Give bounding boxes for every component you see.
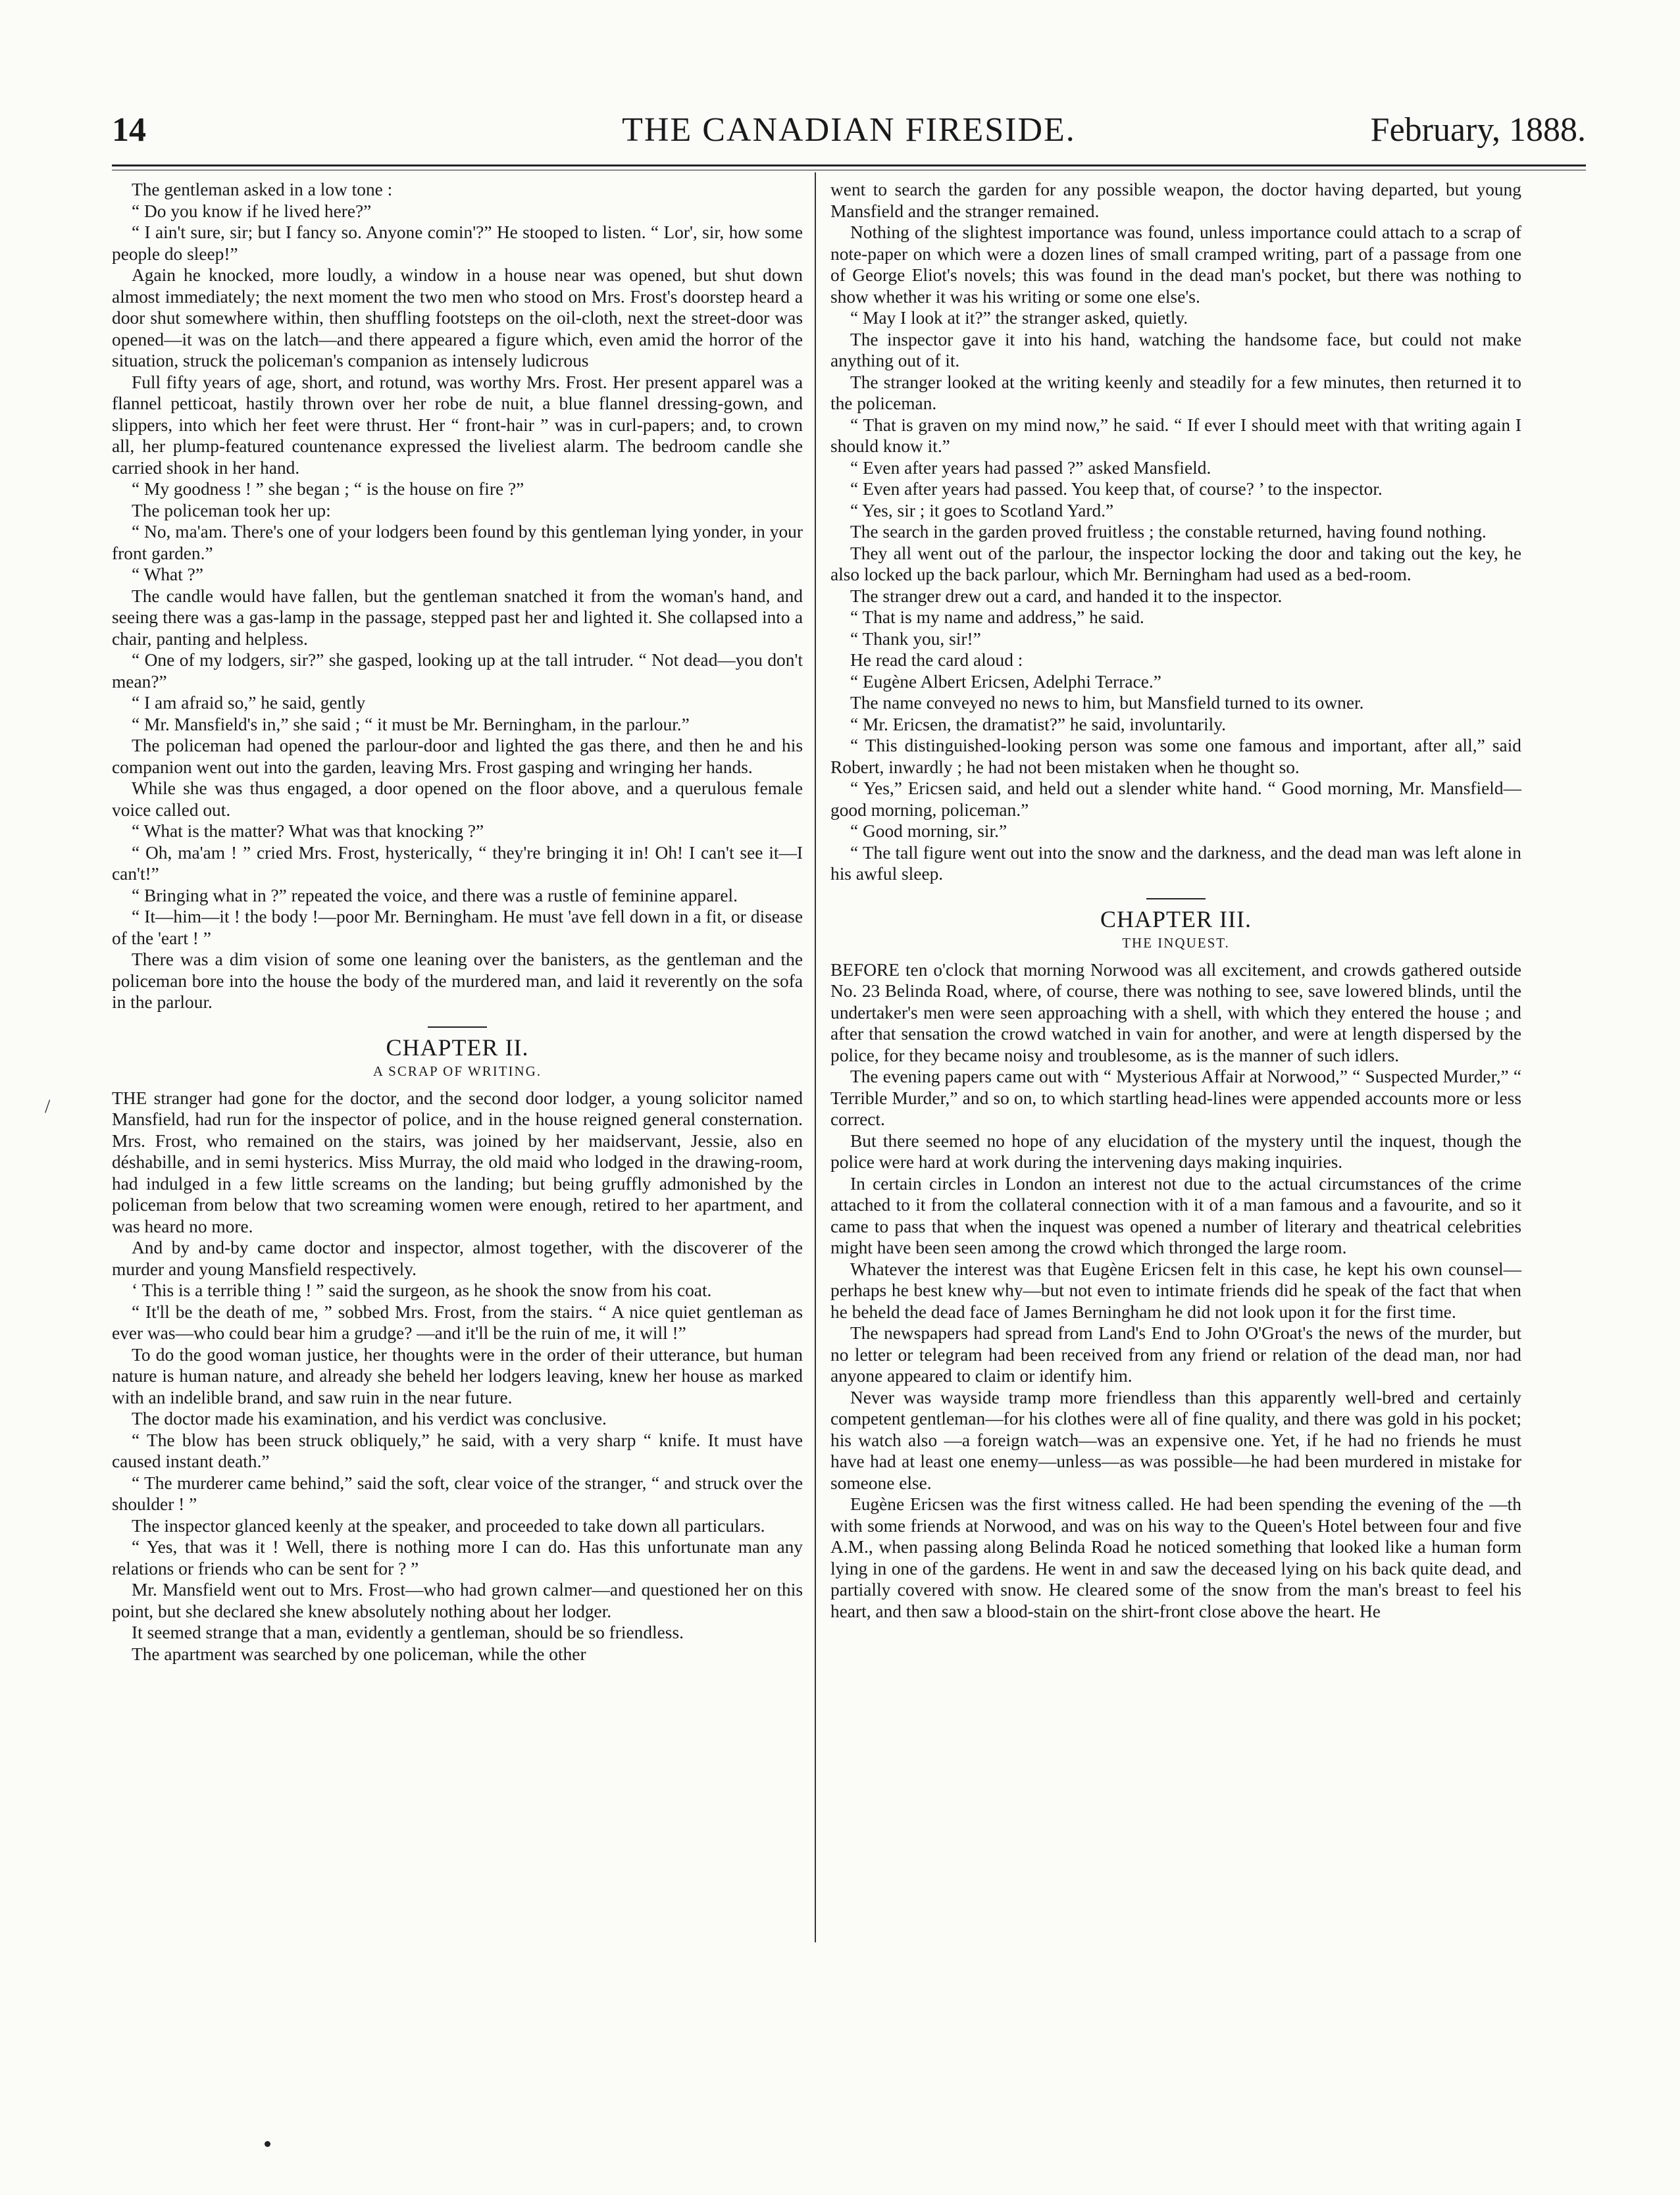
issue-date: February, 1888. — [1370, 111, 1586, 149]
paragraph: The gentleman asked in a low tone : — [132, 180, 393, 199]
paragraph: “ I ain't sure, sir; but I fancy so. Anyone comin'?” He stooped to listen. “ Lor', sir, how some people do sleep!” — [112, 222, 803, 264]
paragraph: “ Good morning, sir.” — [850, 821, 1007, 841]
paragraph: They all went out of the parlour, the inspector locking the door and taking out the key, he also locked up the back parlour, which Mr. Berningham had used as a bed-room. — [830, 543, 1521, 584]
paragraph: The stranger looked at the writing keenly and steadily for a few minutes, then returned it to the policeman. — [830, 372, 1521, 413]
paragraph: “ The tall figure went out into the snow and the darkness, and the dead man was left alone in his awful sleep. — [830, 842, 1521, 884]
paragraph: Again he knocked, more loudly, a window in a house near was opened, but shut down almost immediately; the next moment the two men who stood on Mrs. Frost's doorstep heard a door shut somewhere within, then shuffling footsteps on the oil-cloth, next the street-door was opened—it was on the latch—and there appeared a figure which, even amid the horror of the situation, struck the policeman's companion as intensely ludicrous — [112, 265, 803, 370]
paragraph: Eugène Ericsen was the first witness called. He had been spending the evening of the —th with some friends at Norwood, and was on his way to the Queen's Hotel between four and five A.M., when passing along Belinda Road he noticed something that looked like a human form lying in one of the gardens. He went in and saw the deceased lying on his back quite dead, and partially covered with snow. He cleared some of the snow from the man's breast to feel his heart, and then saw a blood-stain on the shirt-front close above the heart. He — [830, 1494, 1521, 1621]
margin-mark: / — [45, 1096, 51, 1117]
paragraph: “ That is graven on my mind now,” he said. “ If ever I should meet with that writing again I should know it.” — [830, 415, 1521, 456]
paragraph: It seemed strange that a man, evidently a gentleman, should be so friendless. — [132, 1623, 684, 1642]
paragraph: “ That is my name and address,” he said. — [850, 607, 1144, 627]
paragraph: In certain circles in London an interest not due to the actual circumstances of the crime attached to it from the collateral connection with it of a man famous and a favourite, and so it came to pass that when the inquest was opened a number of literary and theatrical celebrities might have been seen among the crowd which thronged the large room. — [830, 1173, 1521, 1257]
paragraph: He read the card aloud : — [850, 650, 1023, 670]
paragraph: The search in the garden proved fruitless ; the constable returned, having found nothing. — [850, 522, 1487, 542]
paragraph: The inspector glanced keenly at the speaker, and proceeded to take down all particulars. — [132, 1515, 765, 1536]
paragraph: The name conveyed no news to him, but Mansfield turned to its owner. — [850, 693, 1364, 713]
paragraph: “ Bringing what in ?” repeated the voice, and there was a rustle of feminine apparel. — [132, 885, 738, 905]
paragraph: “ It'll be the death of me, ” sobbed Mrs. Frost, from the stairs. “ A nice quiet gentleman as ever was—who could bear him a grudge? —and it'll be the ruin of me, it will !” — [112, 1301, 803, 1343]
paragraph: Mr. Mansfield went out to Mrs. Frost—who had grown calmer—and questioned her on this point, but she declared she knew absolutely nothing about her lodger. — [112, 1580, 803, 1621]
paragraph: “ Eugène Albert Ericsen, Adelphi Terrace.” — [850, 671, 1161, 692]
paragraph: “ Do you know if he lived here?” — [132, 201, 372, 221]
paragraph: Whatever the interest was that Eugène Ericsen felt in this case, he kept his own counsel—perhaps he best knew why—but not even to intimate friends did he speak of the fact that when he beheld the dead face of James Berningham he did not look upon it for the first time. — [830, 1259, 1521, 1322]
paragraph: “ Even after years had passed. You keep that, of course? ’ to the inspector. — [850, 479, 1383, 499]
paragraph: The policeman took her up: — [132, 500, 331, 520]
column-divider — [815, 172, 816, 1942]
paragraph: Nothing of the slightest importance was found, unless importance could attach to a scrap of note-paper on which were a dozen lines of small cramped writing, part of a passage from one of George Eliot's novels; this was found in the dead man's pocket, but there was nothing to show whether it was his writing or some one else's. — [830, 222, 1521, 307]
section-rule — [428, 1026, 487, 1028]
chapter-ii-title: CHAPTER II. — [386, 1034, 529, 1061]
paragraph: “ This distinguished-looking person was some one famous and important, after all,” said Robert, inwardly ; he had not been mistaken when he thought so. — [830, 736, 1521, 777]
paragraph: BEFORE ten o'clock that morning Norwood was all excitement, and crowds gathered outside No. 23 Belinda Road, where, of course, there was nothing to see, save lowered blinds, until the undertaker's men were seen approaching with a shell, with which they entered the house ; and after that sensation the crowd watched in vain for another, and were at length dispersed by the police, for they became noisy and troublesome, as is the manner of such idlers. — [830, 959, 1521, 1065]
chapter-ii-subtitle: A SCRAP OF WRITING. — [372, 1063, 542, 1079]
paragraph: But there seemed no hope of any elucidation of the mystery until the inquest, though the police were hard at work during the intervening days making inquiries. — [830, 1130, 1521, 1172]
paragraph: “ Oh, ma'am ! ” cried Mrs. Frost, hysterically, “ they're bringing it in! Oh! I can't see it—I can't!” — [112, 842, 803, 884]
paragraph: “ What ?” — [132, 565, 203, 584]
paragraph: The candle would have fallen, but the gentleman snatched it from the woman's hand, and seeing there was a gas-lamp in the passage, stepped past her and lighted it. She collapsed into a chair, panting and helpless. — [112, 586, 803, 649]
paragraph: The evening papers came out with “ Mysterious Affair at Norwood,” “ Suspected Murder,” “ Terrible Murder,” and so on, to which startling head-lines were appended accounts more or less correct. — [830, 1067, 1521, 1129]
chapter-iii-subtitle: THE INQUEST. — [1122, 935, 1230, 951]
page-number: 14 — [112, 111, 146, 149]
page-header — [112, 111, 1586, 157]
paragraph: THE stranger had gone for the doctor, and the second door lodger, a young solicitor named Mansfield, had run for the inspector of police, and in the house reigned general consternation. Mrs. Frost, who remained on the stairs, was joined by her maidservant, Jessie, also en déshabille, and in semi hysterics. Miss Murray, the old maid who lodged in the drawing-room, had indulged in a few little screams on the landing; but being gruffly admonished by the policeman from below that two screaming women were enough, retired to her apartment, and was heard no more. — [112, 1088, 803, 1236]
paragraph: went to search the garden for any possible weapon, the doctor having departed, but young Mansfield and the stranger remained. — [830, 180, 1521, 221]
paragraph: The apartment was searched by one policeman, while the other — [132, 1644, 586, 1664]
paragraph: While she was thus engaged, a door opened on the floor above, and a querulous female voice called out. — [112, 778, 803, 820]
paragraph: “ Yes, sir ; it goes to Scotland Yard.” — [850, 500, 1114, 520]
chapter-iii-title: CHAPTER III. — [1100, 905, 1252, 932]
paragraph: The stranger drew out a card, and handed it to the inspector. — [850, 586, 1283, 606]
paragraph: “ Yes,” Ericsen said, and held out a slender white hand. “ Good morning, Mr. Mansfield—good morning, policeman.” — [830, 778, 1521, 820]
paragraph: “ One of my lodgers, sir?” she gasped, looking up at the tall intruder. “ Not dead—you don't mean?” — [112, 650, 803, 692]
left-text-block-a — [112, 179, 803, 1013]
right-text-block-a — [830, 179, 1521, 885]
paragraph: The doctor made his examination, and his verdict was conclusive. — [132, 1409, 607, 1428]
paragraph: The inspector gave it into his hand, watching the handsome face, but could not make anything out of it. — [830, 329, 1521, 370]
section-rule — [1146, 898, 1206, 899]
paragraph: “ The murderer came behind,” said the soft, clear voice of the stranger, “ and struck over the shoulder ! ” — [112, 1473, 803, 1514]
paragraph: The newspapers had spread from Land's End to John O'Groat's the news of the murder, but no letter or telegram had been received from any friend or relation of the dead man, nor had anyone appeared to claim or identify him. — [830, 1323, 1521, 1386]
paragraph: “ What is the matter? What was that knocking ?” — [132, 821, 484, 841]
paragraph: There was a dim vision of some one leaning over the banisters, as the gentleman and the policeman bore into the house the body of the murdered man, and laid it reverently on the sofa in the parlour. — [112, 949, 803, 1012]
paragraph: ‘ This is a terrible thing ! ” said the surgeon, as he shook the snow from his coat. — [132, 1280, 712, 1300]
paragraph: “ Thank you, sir!” — [850, 628, 981, 649]
paragraph: “ No, ma'am. There's one of your lodgers been found by this gentleman lying yonder, in your front garden.” — [112, 522, 803, 563]
paragraph: “ Yes, that was it ! Well, there is nothing more I can do. Has this unfortunate man any relations or friends who can be sent for ? ” — [112, 1537, 803, 1578]
paragraph: “ I am afraid so,” he said, gently — [132, 693, 366, 713]
paragraph: Never was wayside tramp more friendless than this apparently well-bred and certainly competent gentleman—for his clothes were all of fine quality, and there was gold in his pocket; his watch also —a foreign watch—was an expensive one. Yet, if he had no friends he must have had at least one enemy—unless—as was possible—he had been murdered in mistake for someone else. — [830, 1387, 1521, 1493]
left-text-block-b — [112, 1088, 803, 1665]
paragraph: “ May I look at it?” the stranger asked, quietly. — [850, 308, 1188, 328]
paragraph: Full fifty years of age, short, and rotund, was worthy Mrs. Frost. Her present apparel was a flannel petticoat, hastily thrown over her robe de nuit, a blue flannel dressing-gown, and slippers, into which her feet were thrust. Her “ front-hair ” was in curl-papers; and, to crown all, her plump-featured countenance expressed the liveliest alarm. The bedroom candle she carried shook in her hand. — [112, 372, 803, 478]
paragraph: To do the good woman justice, her thoughts were in the order of their utterance, but human nature is human nature, and already she beheld her lodgers leaving, knew her house as marked with an indelible brand, and saw ruin in the near future. — [112, 1344, 803, 1407]
header-rule — [112, 164, 1586, 166]
paragraph: And by and-by came doctor and inspector, almost together, with the discoverer of the murder and young Mansfield respectively. — [112, 1238, 803, 1279]
paragraph: “ The blow has been struck obliquely,” he said, with a very sharp “ knife. It must have caused instant death.” — [112, 1430, 803, 1471]
masthead-title: THE CANADIAN FIRESIDE. — [622, 111, 1076, 149]
right-column — [830, 179, 1521, 1622]
paragraph: “ Even after years had passed ?” asked Mansfield. — [850, 457, 1211, 478]
paragraph: “ It—him—it ! the body !—poor Mr. Berningham. He must 'ave fell down in a fit, or disease of the 'eart ! ” — [112, 907, 803, 948]
ink-dot — [265, 2141, 270, 2147]
paragraph: “ Mr. Ericsen, the dramatist?” he said, involuntarily. — [850, 714, 1226, 734]
paragraph: The policeman had opened the parlour-door and lighted the gas there, and then he and his companion went out into the garden, leaving Mrs. Frost gasping and wringing her hands. — [112, 736, 803, 777]
left-column — [112, 179, 803, 1665]
right-text-block-b — [830, 959, 1521, 1623]
paragraph: “ My goodness ! ” she began ; “ is the house on fire ?” — [132, 479, 524, 499]
paragraph: “ Mr. Mansfield's in,” she said ; “ it must be Mr. Berningham, in the parlour.” — [132, 714, 690, 734]
